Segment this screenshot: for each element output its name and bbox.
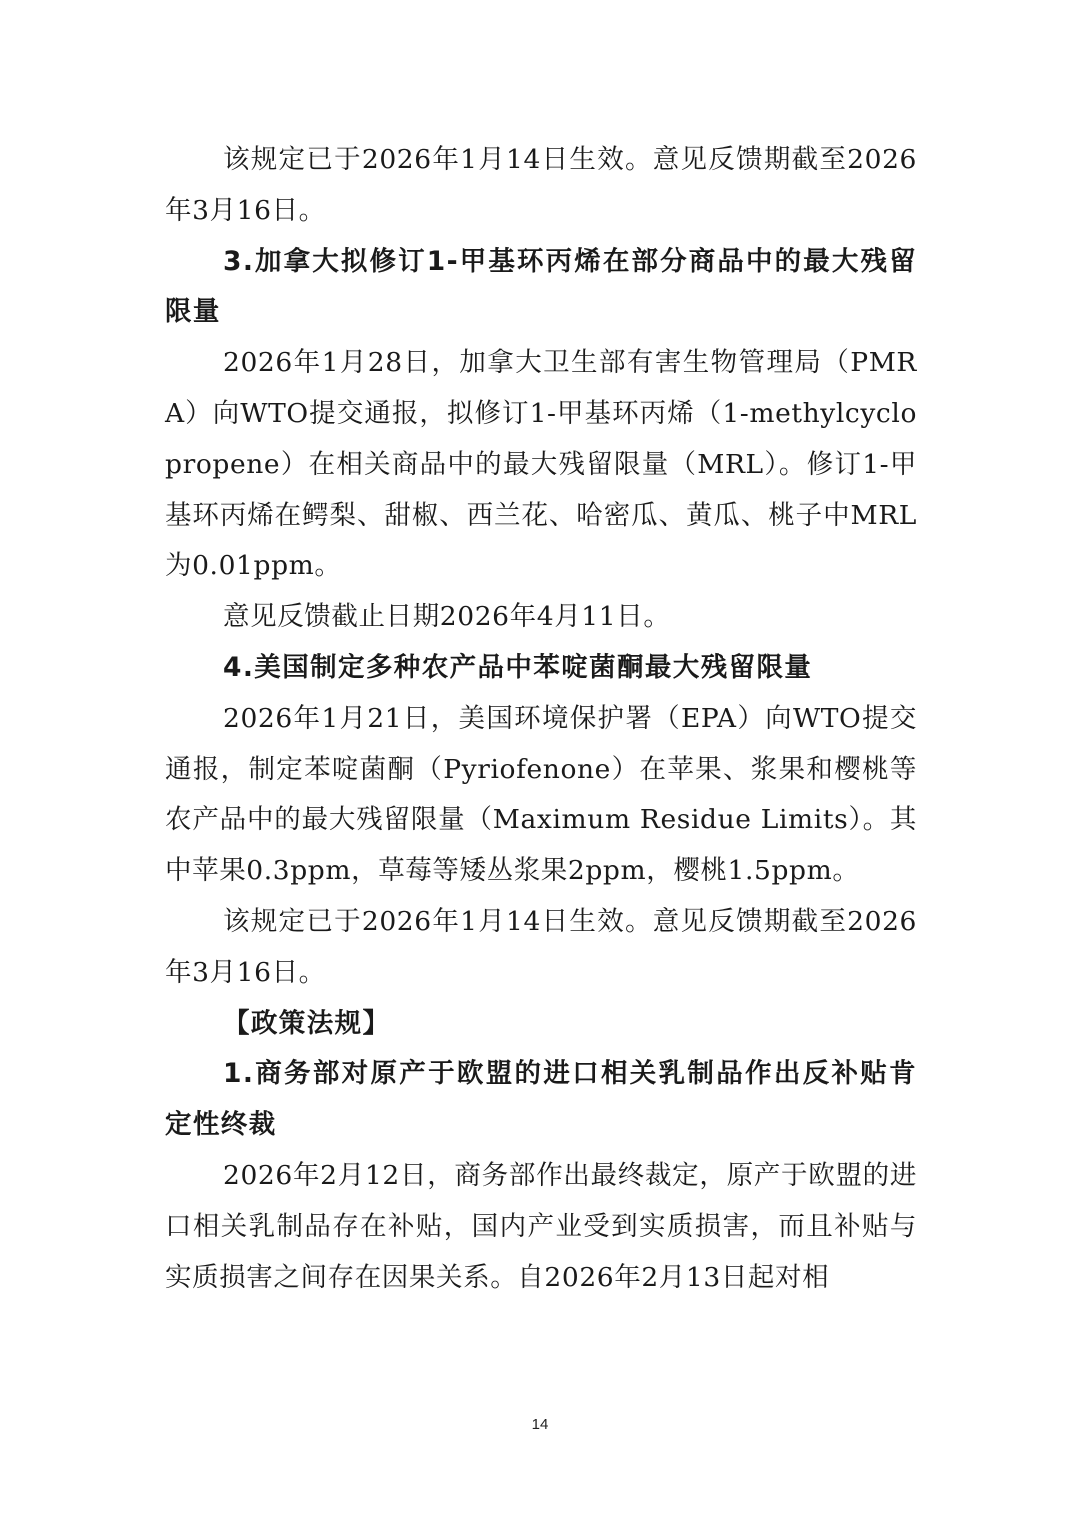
paragraph-effective-date-1: 该规定已于2026年1月14日生效。意见反馈期截至2026年3月16日。 xyxy=(165,144,917,226)
paragraph-mofcom-ruling: 2026年2月12日，商务部作出最终裁定，原产于欧盟的进口相关乳制品存在补贴，国内产业受到实质损害，而且补贴与实质损害之间存在因果关系。自2026年2月13日起对相 xyxy=(165,1159,917,1293)
heading-us-mrl: 4.美国制定多种农产品中苯啶菌酮最大残留限量 xyxy=(223,651,813,683)
section-title-policy: 【政策法规】 xyxy=(223,1007,391,1039)
page-content xyxy=(165,135,917,1303)
paragraph-canada-notification: 2026年1月28日，加拿大卫生部有害生物管理局（PMRA）向WTO提交通报，拟修订1-甲基环丙烯（1-methylcyclopropene）在相关商品中的最大残留限量（MRL）。修订1-甲基环丙烯在鳄梨、甜椒、西兰花、哈密瓜、黄瓜、桃子中MRL为0.01ppm。 xyxy=(165,347,917,582)
page-number: 14 xyxy=(531,1416,549,1433)
paragraph-canada-deadline: 意见反馈截止日期2026年4月11日。 xyxy=(223,601,671,633)
heading-mofcom-ruling: 1.商务部对原产于欧盟的进口相关乳制品作出反补贴肯定性终裁 xyxy=(165,1058,917,1141)
heading-canada-mrl: 3.加拿大拟修订1-甲基环丙烯在部分商品中的最大残留限量 xyxy=(165,245,917,328)
paragraph-effective-date-2: 该规定已于2026年1月14日生效。意见反馈期截至2026年3月16日。 xyxy=(165,905,917,988)
paragraph-us-notification: 2026年1月21日，美国环境保护署（EPA）向WTO提交通报，制定苯啶菌酮（Pyriofenone）在苹果、浆果和樱桃等农产品中的最大残留限量（Maximum Residue Limits）。其中苹果0.3ppm，草莓等矮丛浆果2ppm，樱桃1.5ppm。 xyxy=(165,702,917,887)
